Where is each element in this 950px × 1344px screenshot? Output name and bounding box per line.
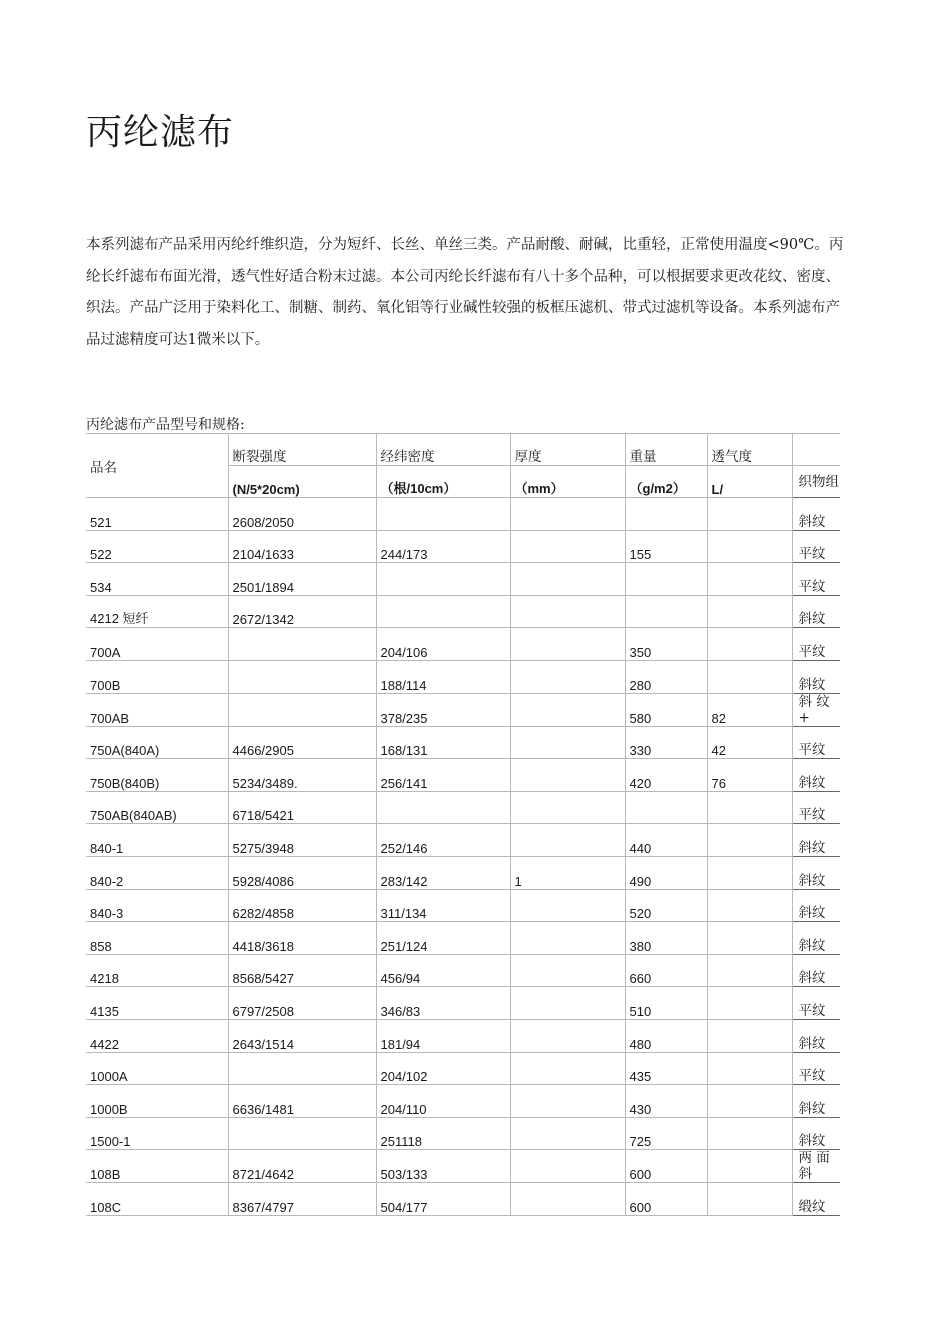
cell-thickness <box>510 1150 625 1183</box>
header-weave: 织物组 <box>792 466 840 498</box>
cell-name: 1000A <box>86 1052 228 1085</box>
cell-weight: 280 <box>625 660 707 693</box>
cell-air: 82 <box>707 693 792 726</box>
table-row <box>86 726 840 759</box>
cell-air <box>707 791 792 824</box>
cell-weave: 斜 纹 + <box>792 693 840 726</box>
cell-name: 840-1 <box>86 824 228 857</box>
cell-strength: 5928/4086 <box>228 856 376 889</box>
cell-thickness <box>510 954 625 987</box>
table-row <box>86 1085 840 1118</box>
cell-weave: 斜纹 <box>792 1019 840 1052</box>
cell-density: 244/173 <box>376 530 510 563</box>
header-thickness-unit: （mm） <box>510 466 625 498</box>
table-row <box>86 1019 840 1052</box>
cell-name: 4218 <box>86 954 228 987</box>
cell-strength: 2501/1894 <box>228 563 376 596</box>
cell-name: 750B(840B) <box>86 759 228 792</box>
table-row <box>86 498 840 531</box>
cell-weight: 490 <box>625 856 707 889</box>
cell-density: 256/141 <box>376 759 510 792</box>
cell-air <box>707 530 792 563</box>
cell-weave: 斜纹 <box>792 954 840 987</box>
table-row <box>86 954 840 987</box>
cell-strength: 2672/1342 <box>228 595 376 628</box>
cell-thickness <box>510 693 625 726</box>
cell-strength <box>228 660 376 693</box>
table-row <box>86 1183 840 1216</box>
cell-name: 1500-1 <box>86 1117 228 1150</box>
cell-weave: 斜纹 <box>792 660 840 693</box>
cell-name: 1000B <box>86 1085 228 1118</box>
cell-weave: 斜纹 <box>792 824 840 857</box>
cell-name: 750A(840A) <box>86 726 228 759</box>
cell-air <box>707 856 792 889</box>
cell-air <box>707 889 792 922</box>
cell-weight: 480 <box>625 1019 707 1052</box>
cell-weave: 平纹 <box>792 530 840 563</box>
header-air-unit: L/ <box>707 466 792 498</box>
cell-density: 204/102 <box>376 1052 510 1085</box>
cell-density: 456/94 <box>376 954 510 987</box>
cell-thickness <box>510 660 625 693</box>
cell-thickness <box>510 987 625 1020</box>
cell-air <box>707 1150 792 1183</box>
cell-weave: 两 面 斜 <box>792 1150 840 1183</box>
cell-weight <box>625 791 707 824</box>
cell-weave: 平纹 <box>792 726 840 759</box>
cell-strength: 6797/2508 <box>228 987 376 1020</box>
cell-thickness <box>510 889 625 922</box>
header-density: 经纬密度 <box>376 434 510 466</box>
cell-air <box>707 1183 792 1216</box>
cell-strength: 5234/3489. <box>228 759 376 792</box>
cell-thickness <box>510 922 625 955</box>
cell-name: 840-3 <box>86 889 228 922</box>
cell-weight <box>625 498 707 531</box>
cell-thickness <box>510 1019 625 1052</box>
cell-name: 521 <box>86 498 228 531</box>
cell-density: 251118 <box>376 1117 510 1150</box>
cell-air <box>707 1085 792 1118</box>
cell-name: 522 <box>86 530 228 563</box>
cell-weave: 平纹 <box>792 563 840 596</box>
cell-weight: 155 <box>625 530 707 563</box>
cell-density: 252/146 <box>376 824 510 857</box>
cell-weight: 440 <box>625 824 707 857</box>
cell-air <box>707 660 792 693</box>
table-row <box>86 922 840 955</box>
cell-air <box>707 922 792 955</box>
cell-name: 4135 <box>86 987 228 1020</box>
cell-weave: 斜纹 <box>792 498 840 531</box>
cell-density: 346/83 <box>376 987 510 1020</box>
cell-density: 283/142 <box>376 856 510 889</box>
cell-thickness <box>510 1117 625 1150</box>
page-title: 丙纶滤布 <box>86 112 235 153</box>
header-row-1 <box>86 434 840 466</box>
cell-strength: 2643/1514 <box>228 1019 376 1052</box>
header-strength: 断裂强度 <box>228 434 376 466</box>
cell-strength: 6636/1481 <box>228 1085 376 1118</box>
cell-air: 42 <box>707 726 792 759</box>
cell-weave: 平纹 <box>792 1052 840 1085</box>
cell-weave: 斜纹 <box>792 759 840 792</box>
cell-strength: 4466/2905 <box>228 726 376 759</box>
cell-weight: 420 <box>625 759 707 792</box>
cell-air <box>707 1052 792 1085</box>
header-weight: 重量 <box>625 434 707 466</box>
cell-name: 534 <box>86 563 228 596</box>
cell-strength: 4418/3618 <box>228 922 376 955</box>
cell-weave: 斜纹 <box>792 1085 840 1118</box>
cell-strength: 6282/4858 <box>228 889 376 922</box>
cell-thickness <box>510 498 625 531</box>
cell-weave: 缎纹 <box>792 1183 840 1216</box>
cell-weight: 600 <box>625 1183 707 1216</box>
table-row <box>86 595 840 628</box>
cell-strength: 8568/5427 <box>228 954 376 987</box>
table-row <box>86 824 840 857</box>
cell-weave: 斜纹 <box>792 889 840 922</box>
cell-density: 311/134 <box>376 889 510 922</box>
header-name: 品名 <box>86 434 228 498</box>
cell-thickness <box>510 1183 625 1216</box>
cell-name: 700B <box>86 660 228 693</box>
cell-air: 76 <box>707 759 792 792</box>
cell-strength: 8367/4797 <box>228 1183 376 1216</box>
cell-density: 168/131 <box>376 726 510 759</box>
cell-strength: 5275/3948 <box>228 824 376 857</box>
cell-weave: 平纹 <box>792 791 840 824</box>
cell-weight: 660 <box>625 954 707 987</box>
table-row <box>86 1150 840 1183</box>
cell-air <box>707 1019 792 1052</box>
cell-thickness <box>510 563 625 596</box>
cell-density: 204/106 <box>376 628 510 661</box>
cell-weave: 平纹 <box>792 987 840 1020</box>
header-thickness: 厚度 <box>510 434 625 466</box>
cell-thickness: 1 <box>510 856 625 889</box>
cell-thickness <box>510 759 625 792</box>
cell-strength: 2608/2050 <box>228 498 376 531</box>
cell-weave: 斜纹 <box>792 595 840 628</box>
cell-strength: 6718/5421 <box>228 791 376 824</box>
intro-paragraph: 本系列滤布产品采用丙纶纤维织造，分为短纤、长丝、单丝三类。产品耐酸、耐碱，比重轻，正常使用温度<90℃。丙纶长纤滤布布面光滑，透气性好适合粉末过滤。本公司丙纶长纤滤布有八十多个品种，可以根据要求更改花纹、密度、织法。产品广泛用于染料化工、制糖、制药、氧化铝等行业碱性较强的板框压滤机、带式过滤机等设备。本系列滤布产品过滤精度可达1微米以下。 <box>86 237 844 348</box>
table-row <box>86 530 840 563</box>
table-row <box>86 1117 840 1150</box>
table-row <box>86 1052 840 1085</box>
cell-density: 188/114 <box>376 660 510 693</box>
cell-weight: 380 <box>625 922 707 955</box>
table-caption: 丙纶滤布产品型号和规格: <box>86 417 245 433</box>
cell-thickness <box>510 530 625 563</box>
cell-weight: 430 <box>625 1085 707 1118</box>
cell-weight: 520 <box>625 889 707 922</box>
cell-strength <box>228 628 376 661</box>
cell-strength <box>228 693 376 726</box>
cell-name: 108B <box>86 1150 228 1183</box>
cell-air <box>707 498 792 531</box>
cell-weight <box>625 563 707 596</box>
cell-weave: 斜纹 <box>792 922 840 955</box>
table-row <box>86 889 840 922</box>
header-blank <box>792 434 840 466</box>
cell-thickness <box>510 824 625 857</box>
cell-air <box>707 1117 792 1150</box>
cell-weight <box>625 595 707 628</box>
table-row <box>86 987 840 1020</box>
cell-name: 840-2 <box>86 856 228 889</box>
cell-air <box>707 954 792 987</box>
cell-density: 378/235 <box>376 693 510 726</box>
cell-strength <box>228 1117 376 1150</box>
cell-thickness <box>510 1085 625 1118</box>
cell-name: 858 <box>86 922 228 955</box>
cell-strength <box>228 1052 376 1085</box>
table-row <box>86 628 840 661</box>
cell-weight: 725 <box>625 1117 707 1150</box>
cell-density: 503/133 <box>376 1150 510 1183</box>
table-row <box>86 791 840 824</box>
cell-weave: 斜纹 <box>792 1117 840 1150</box>
cell-thickness <box>510 595 625 628</box>
cell-density: 181/94 <box>376 1019 510 1052</box>
table-row <box>86 759 840 792</box>
cell-thickness <box>510 791 625 824</box>
cell-name: 750AB(840AB) <box>86 791 228 824</box>
cell-name: 700A <box>86 628 228 661</box>
header-density-unit: （根/10cm） <box>376 466 510 498</box>
cell-name: 4422 <box>86 1019 228 1052</box>
cell-air <box>707 824 792 857</box>
cell-density <box>376 595 510 628</box>
cell-strength: 8721/4642 <box>228 1150 376 1183</box>
cell-thickness <box>510 726 625 759</box>
cell-density: 251/124 <box>376 922 510 955</box>
cell-air <box>707 628 792 661</box>
table-row <box>86 856 840 889</box>
header-strength-unit: (N/5*20cm) <box>228 466 376 498</box>
cell-weave: 平纹 <box>792 628 840 661</box>
cell-air <box>707 595 792 628</box>
cell-weight: 510 <box>625 987 707 1020</box>
table-row <box>86 563 840 596</box>
cell-density: 204/110 <box>376 1085 510 1118</box>
cell-density <box>376 563 510 596</box>
cell-density <box>376 498 510 531</box>
cell-weave: 斜纹 <box>792 856 840 889</box>
table-row <box>86 660 840 693</box>
cell-weight: 435 <box>625 1052 707 1085</box>
cell-strength: 2104/1633 <box>228 530 376 563</box>
header-weight-unit: （g/m2） <box>625 466 707 498</box>
cell-name: 4212 短纤 <box>86 595 228 628</box>
cell-density: 504/177 <box>376 1183 510 1216</box>
cell-name: 700AB <box>86 693 228 726</box>
cell-thickness <box>510 628 625 661</box>
cell-thickness <box>510 1052 625 1085</box>
header-air: 透气度 <box>707 434 792 466</box>
cell-weight: 350 <box>625 628 707 661</box>
cell-density <box>376 791 510 824</box>
cell-weight: 600 <box>625 1150 707 1183</box>
cell-air <box>707 563 792 596</box>
spec-table <box>86 433 840 1216</box>
cell-weight: 330 <box>625 726 707 759</box>
cell-air <box>707 987 792 1020</box>
table-row <box>86 693 840 726</box>
cell-name: 108C <box>86 1183 228 1216</box>
cell-weight: 580 <box>625 693 707 726</box>
